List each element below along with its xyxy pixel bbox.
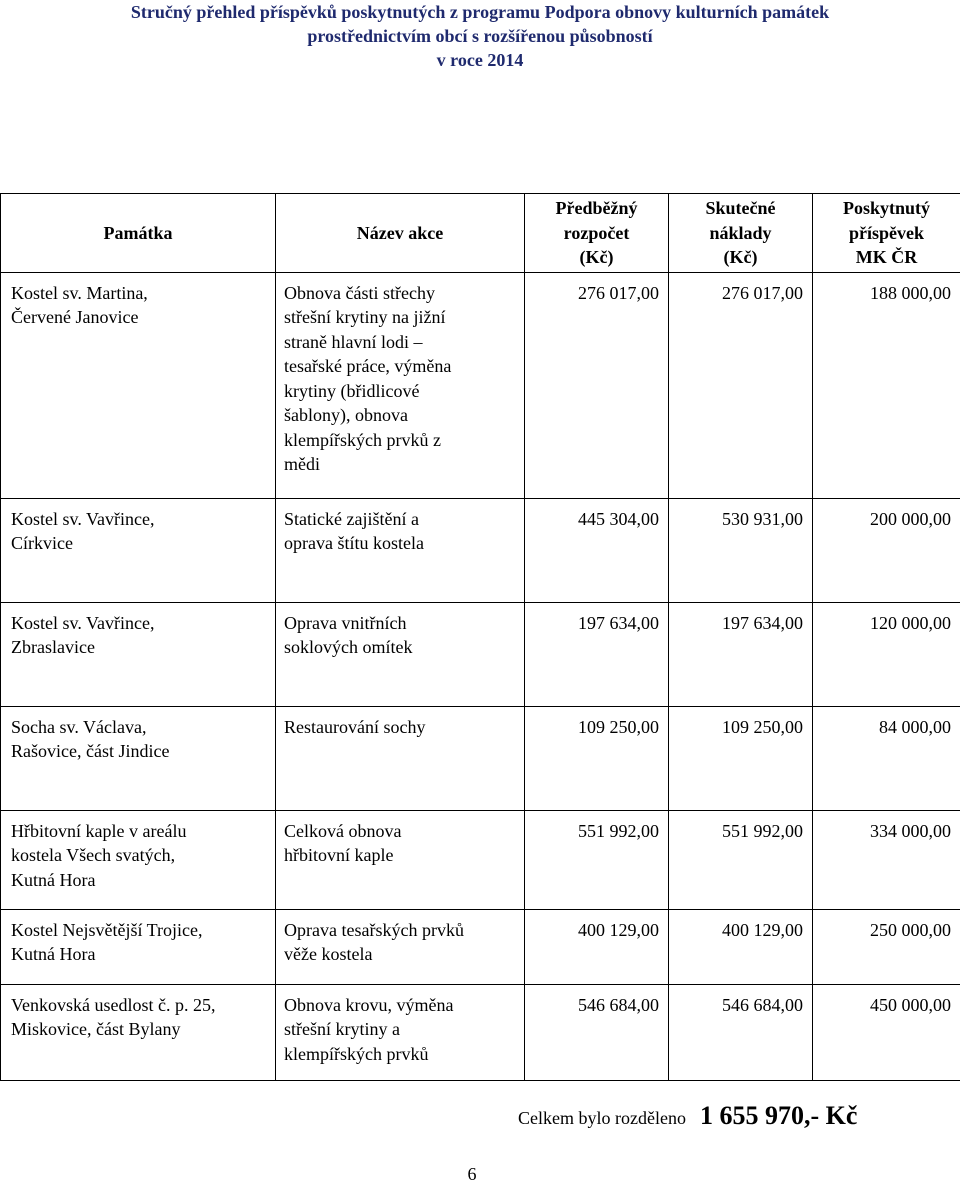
cell-line: tesařské práce, výměna: [284, 354, 516, 379]
cell-line: hřbitovní kaple: [284, 843, 516, 868]
cell-line: Oprava vnitřních: [284, 611, 516, 636]
header-text-line: Předběžný: [529, 196, 664, 221]
cell-line: mědi: [284, 452, 516, 477]
cell-naklady: 530 931,00: [669, 498, 813, 602]
cell-line: Církvice: [11, 531, 267, 556]
header-text-line: náklady: [673, 221, 808, 246]
cell-prispevek: 200 000,00: [813, 498, 960, 602]
cell-rozpocet: 400 129,00: [525, 909, 669, 984]
cell-line: Kostel sv. Vavřince,: [11, 611, 267, 636]
cell-line: Restaurování sochy: [284, 715, 516, 740]
cell-line: Hřbitovní kaple v areálu: [11, 819, 267, 844]
cell-rozpocet: 109 250,00: [525, 706, 669, 810]
cell-naklady: 109 250,00: [669, 706, 813, 810]
title-line-1: Stručný přehled příspěvků poskytnutých z programu Podpora obnovy kulturních památek: [0, 0, 960, 24]
cell-line: Zbraslavice: [11, 635, 267, 660]
cell-akce: [276, 984, 525, 1080]
contributions-table: [0, 193, 960, 1081]
cell-rozpocet: 197 634,00: [525, 602, 669, 706]
header-skutecne-naklady: [669, 194, 813, 273]
cell-line: Oprava tesařských prvků: [284, 918, 516, 943]
cell-pamatka: [1, 602, 276, 706]
cell-line: Kostel sv. Vavřince,: [11, 507, 267, 532]
table-row: [1, 602, 960, 706]
document-title: [0, 0, 960, 72]
header-pamatka: Památka: [1, 194, 276, 273]
header-text-line: (Kč): [529, 245, 664, 270]
cell-line: Kutná Hora: [11, 868, 267, 893]
cell-line: šablony), obnova: [284, 403, 516, 428]
cell-line: Rašovice, část Jindice: [11, 739, 267, 764]
table-row: [1, 909, 960, 984]
total-value: 1 655 970,- Kč: [700, 1101, 857, 1130]
cell-line: Kostel Nejsvětější Trojice,: [11, 918, 267, 943]
table-row: [1, 984, 960, 1080]
cell-rozpocet: 546 684,00: [525, 984, 669, 1080]
table-row: [1, 272, 960, 498]
cell-line: straně hlavní lodi –: [284, 330, 516, 355]
header-text-line: MK ČR: [817, 245, 956, 270]
cell-rozpocet: 276 017,00: [525, 272, 669, 498]
header-nazev-akce: Název akce: [276, 194, 525, 273]
total-summary: [518, 1101, 857, 1131]
cell-line: Obnova části střechy: [284, 281, 516, 306]
cell-line: Obnova krovu, výměna: [284, 993, 516, 1018]
cell-prispevek: 120 000,00: [813, 602, 960, 706]
header-predbezny-rozpocet: [525, 194, 669, 273]
cell-akce: [276, 602, 525, 706]
cell-akce: [276, 810, 525, 909]
cell-line: kostela Všech svatých,: [11, 843, 267, 868]
cell-pamatka: [1, 706, 276, 810]
cell-line: věže kostela: [284, 942, 516, 967]
cell-prispevek: 450 000,00: [813, 984, 960, 1080]
cell-line: Celková obnova: [284, 819, 516, 844]
header-text-line: Skutečné: [673, 196, 808, 221]
cell-line: Socha sv. Václava,: [11, 715, 267, 740]
cell-prispevek: 188 000,00: [813, 272, 960, 498]
cell-line: Venkovská usedlost č. p. 25,: [11, 993, 267, 1018]
cell-akce: [276, 272, 525, 498]
page-number: 6: [460, 1164, 484, 1185]
cell-line: soklových omítek: [284, 635, 516, 660]
cell-line: klempířských prvků: [284, 1042, 516, 1067]
cell-naklady: 551 992,00: [669, 810, 813, 909]
cell-prispevek: 250 000,00: [813, 909, 960, 984]
cell-line: střešní krytiny a: [284, 1017, 516, 1042]
header-text-line: Poskytnutý: [817, 196, 956, 221]
cell-line: střešní krytiny na jižní: [284, 305, 516, 330]
cell-pamatka: [1, 498, 276, 602]
cell-akce: [276, 498, 525, 602]
cell-line: Kostel sv. Martina,: [11, 281, 267, 306]
cell-naklady: 546 684,00: [669, 984, 813, 1080]
cell-rozpocet: 445 304,00: [525, 498, 669, 602]
header-text-line: příspěvek: [817, 221, 956, 246]
cell-rozpocet: 551 992,00: [525, 810, 669, 909]
cell-pamatka: [1, 984, 276, 1080]
header-text-line: (Kč): [673, 245, 808, 270]
header-text-line: rozpočet: [529, 221, 664, 246]
cell-naklady: 276 017,00: [669, 272, 813, 498]
cell-line: Červené Janovice: [11, 305, 267, 330]
table-row: [1, 706, 960, 810]
cell-pamatka: [1, 272, 276, 498]
cell-naklady: 197 634,00: [669, 602, 813, 706]
total-label: Celkem bylo rozděleno: [518, 1108, 686, 1128]
cell-akce: [276, 909, 525, 984]
cell-line: Miskovice, část Bylany: [11, 1017, 267, 1042]
cell-akce: [276, 706, 525, 810]
table-row: [1, 810, 960, 909]
cell-line: Kutná Hora: [11, 942, 267, 967]
cell-pamatka: [1, 810, 276, 909]
cell-line: oprava štítu kostela: [284, 531, 516, 556]
title-line-3: v roce 2014: [0, 48, 960, 72]
header-poskytnuty-prispevek: [813, 194, 960, 273]
table-header-row: [1, 194, 960, 273]
title-line-2: prostřednictvím obcí s rozšířenou působností: [0, 24, 960, 48]
cell-line: Statické zajištění a: [284, 507, 516, 532]
table-row: [1, 498, 960, 602]
cell-prispevek: 84 000,00: [813, 706, 960, 810]
cell-prispevek: 334 000,00: [813, 810, 960, 909]
cell-line: klempířských prvků z: [284, 428, 516, 453]
cell-pamatka: [1, 909, 276, 984]
cell-line: krytiny (břidlicové: [284, 379, 516, 404]
cell-naklady: 400 129,00: [669, 909, 813, 984]
